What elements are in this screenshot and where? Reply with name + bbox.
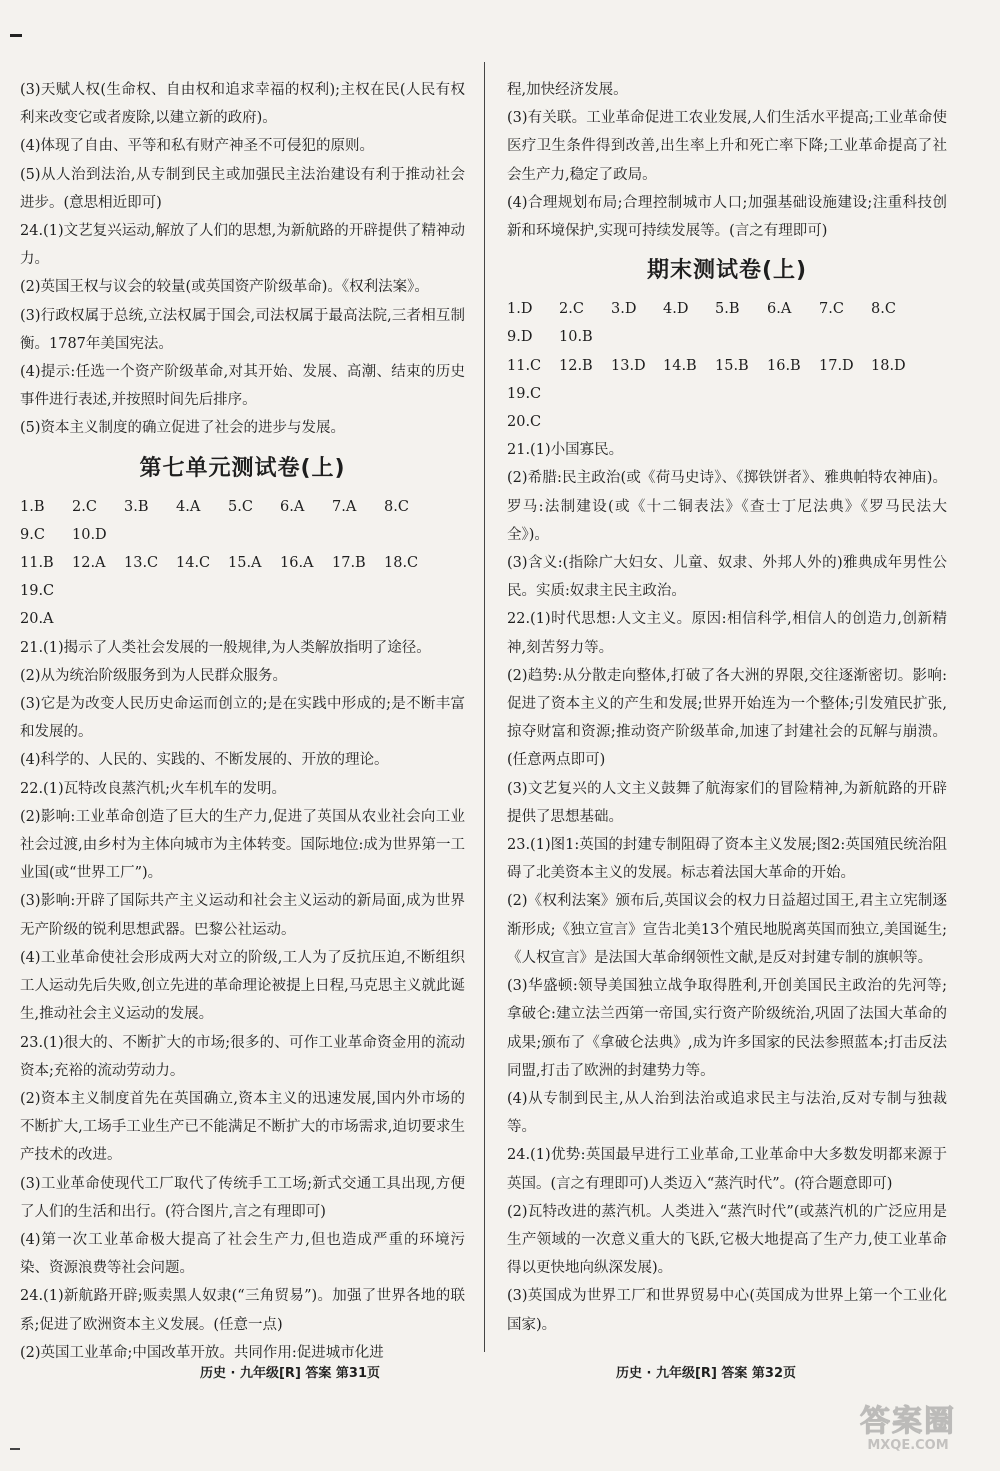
mc-answer: 6.A	[767, 301, 792, 318]
left-answers-bottom	[20, 634, 465, 1367]
mc-answer: 20.C	[507, 414, 542, 431]
mc-answer: 2.C	[72, 498, 97, 515]
answer-paragraph: (3)华盛顿:领导美国独立战争取得胜利,开创美国民主政治的先河等;拿破仑:建立法兰西第一帝国,实行资产阶级统治,巩固了法国大革命的成果;颁布了《拿破仑法典》,成为许多国家的民法参照蓝本;打击反法同盟,打击了欧洲的封建势力等。	[507, 978, 947, 1079]
answer-paragraph: (2)趋势:从分散走向整体,打破了各大洲的界限,交往逐渐密切。影响:促进了资本主义的产生和发展;世界开始连为一个整体;引发殖民扩张,掠夺财富和资源;推动资产阶级革命,加速了封建社会的瓦解与崩溃。(任意两点即可)	[507, 667, 947, 769]
mc-row	[20, 493, 465, 549]
page-footer-left: 历史 · 九年级[R] 答案 第31页	[200, 1366, 381, 1381]
crop-mark-bottom	[10, 1448, 20, 1450]
answer-paragraph: 23.(1)图1:英国的封建专制阻碍了资本主义发展;图2:英国殖民统治阻碍了北美资本主义的发展。标志着法国大革命的开始。	[507, 837, 947, 882]
mc-answer: 17.B	[332, 555, 366, 572]
answer-paragraph: (3)行政权属于总统,立法权属于国会,司法权属于最高法院,三者相互制衡。1787年美国宪法。	[20, 307, 465, 352]
mc-answer: 19.C	[507, 385, 542, 402]
answer-paragraph: (4)体现了自由、平等和私有财产神圣不可侵犯的原则。	[20, 138, 375, 155]
mc-row	[20, 549, 465, 605]
right-column	[507, 76, 947, 1339]
answer-paragraph: (4)提示:任选一个资产阶级革命,对其开始、发展、高潮、结束的历史事件进行表述,并按照时间先后排序。	[20, 364, 465, 409]
answer-paragraph: (2)希腊:民主政治(或《荷马史诗》、《掷铁饼者》、雅典帕特农神庙)。罗马:法制建设(或《十二铜表法》《查士丁尼法典》《罗马民法大全》)。	[507, 470, 947, 543]
mc-row	[507, 408, 947, 436]
multiple-choice-answers	[20, 493, 465, 634]
answer-paragraph: (3)含义:(指除广大妇女、儿童、奴隶、外邦人外的)雅典成年男性公民。实质:奴隶主民主政治。	[507, 555, 947, 600]
mc-answer: 12.A	[72, 555, 106, 572]
answer-paragraph: (2)从为统治阶级服务到为人民群众服务。	[20, 667, 288, 684]
answer-paragraph: (2)影响:工业革命创造了巨大的生产力,促进了英国从农业社会向工业社会过渡,由乡村为主体向城市为主体转变。国际地位:成为世界第一工业国(或“世界工厂”)。	[20, 808, 465, 882]
column-divider	[484, 62, 485, 1352]
left-answers-top	[20, 76, 465, 443]
answer-paragraph: (2)英国工业革命;中国改革开放。共同作用:促进城市化进	[20, 1344, 384, 1361]
answer-paragraph: (4)合理规划布局;合理控制城市人口;加强基础设施建设;注重科技创新和环境保护,实现可持续发展等。(言之有理即可)	[507, 194, 947, 240]
answer-paragraph: (2)瓦特改进的蒸汽机。人类进入“蒸汽时代”(或蒸汽机的广泛应用是生产领域的一次意义重大的飞跃,它极大地提高了生产力,使工业革命得以更快地向纵深发展)。	[507, 1203, 947, 1277]
multiple-choice-answers	[507, 295, 947, 436]
answer-paragraph: 程,加快经济发展。	[507, 82, 628, 98]
mc-answer: 8.C	[384, 498, 409, 515]
answer-paragraph: (5)从人治到法治,从专制到民主或加强民主法治建设有利于推动社会进步。(意思相近即可)	[20, 166, 465, 211]
mc-answer: 13.D	[611, 357, 646, 374]
section-title: 期末测试卷(上)	[646, 258, 808, 284]
mc-answer: 12.B	[559, 357, 593, 374]
mc-row	[507, 295, 947, 351]
mc-answer: 1.B	[20, 498, 45, 515]
left-column	[20, 76, 465, 1367]
answer-paragraph: (4)工业革命使社会形成两大对立的阶级,工人为了反抗压迫,不断组织工人运动先后失败,创立先进的革命理论被提上日程,马克思主义就此诞生,推动社会主义运动的发展。	[20, 949, 465, 1023]
page-footer-right: 历史 · 九年级[R] 答案 第32页	[616, 1366, 797, 1381]
answer-paragraph: 21.(1)揭示了人类社会发展的一般规律,为人类解放指明了途径。	[20, 639, 431, 656]
mc-answer: 11.B	[20, 555, 54, 572]
mc-answer: 11.C	[507, 357, 542, 374]
mc-answer: 15.B	[715, 357, 749, 374]
section-title: 第七单元测试卷(上)	[139, 455, 346, 481]
mc-answer: 15.A	[228, 555, 262, 572]
mc-row	[20, 605, 465, 633]
mc-answer: 4.A	[176, 498, 201, 515]
mc-answer: 18.D	[871, 357, 906, 374]
watermark	[838, 1400, 978, 1458]
answer-paragraph: (2)资本主义制度首先在英国确立,资本主义的迅速发展,国内外市场的不断扩大,工场手工业生产已不能满足不断扩大的市场需求,迫切要求生产技术的改进。	[20, 1090, 465, 1164]
mc-answer: 19.C	[20, 583, 55, 600]
answer-paragraph: (3)天赋人权(生命权、自由权和追求幸福的权利);主权在民(人民有权利来改变它或者废除,以建立新的政府)。	[20, 82, 465, 127]
mc-answer: 14.C	[176, 555, 211, 572]
mc-answer: 4.D	[663, 301, 689, 318]
mc-answer: 10.D	[72, 526, 107, 543]
mc-answer: 6.A	[280, 498, 305, 515]
watermark-logo: 答案圈	[860, 1403, 956, 1439]
crop-mark-top	[10, 34, 22, 37]
answer-paragraph: 24.(1)文艺复兴运动,解放了人们的思想,为新航路的开辟提供了精神动力。	[20, 223, 465, 268]
mc-answer: 7.C	[819, 301, 844, 318]
mc-answer: 7.A	[332, 498, 357, 515]
mc-row	[507, 352, 947, 408]
answer-paragraph: 23.(1)很大的、不断扩大的市场;很多的、可作工业革命资金用的流动资本;充裕的流动劳动力。	[20, 1034, 465, 1079]
answer-paragraph: (4)第一次工业革命极大提高了社会生产力,但也造成严重的环境污染、资源浪费等社会问题。	[20, 1231, 465, 1277]
answer-paragraph: (3)文艺复兴的人文主义鼓舞了航海家们的冒险精神,为新航路的开辟提供了思想基础。	[507, 780, 947, 825]
mc-answer: 2.C	[559, 301, 584, 318]
answer-paragraph: (2)《权利法案》颁布后,英国议会的权力日益超过国王,君主立宪制逐渐形成;《独立宣言》宣告北美13个殖民地脱离英国而独立,美国诞生;《人权宣言》是法国大革命纲领性文献,是反对封建专制的旗帜等。	[507, 893, 947, 966]
mc-answer: 3.D	[611, 301, 637, 318]
right-answers-top	[507, 76, 947, 245]
mc-answer: 20.A	[20, 611, 54, 628]
mc-answer: 14.B	[663, 357, 697, 374]
mc-answer: 16.B	[767, 357, 801, 374]
mc-answer: 1.D	[507, 301, 533, 318]
watermark-url: MXQE.COM	[867, 1437, 949, 1453]
mc-answer: 16.A	[280, 555, 314, 572]
answer-paragraph: (3)有关联。工业革命促进工农业发展,人们生活水平提高;工业革命使医疗卫生条件得到改善,出生率上升和死亡率下降;工业革命提高了社会生产力,稳定了政局。	[507, 110, 947, 183]
answer-paragraph: (4)科学的、人民的、实践的、不断发展的、开放的理论。	[20, 752, 389, 769]
mc-answer: 10.B	[559, 329, 593, 346]
answer-paragraph: (3)英国成为世界工厂和世界贸易中心(英国成为世界上第一个工业化国家)。	[507, 1288, 947, 1333]
answer-paragraph: (3)工业革命使现代工厂取代了传统手工工场;新式交通工具出现,方便了人们的生活和出行。(符合图片,言之有理即可)	[20, 1175, 465, 1220]
mc-answer: 9.C	[20, 526, 45, 543]
answer-paragraph: 21.(1)小国寡民。	[507, 442, 624, 459]
answer-paragraph: 24.(1)新航路开辟;贩卖黑人奴隶(“三角贸易”)。加强了世界各地的联系;促进了欧洲资本主义发展。(任意一点)	[20, 1288, 465, 1333]
answer-paragraph: (3)影响:开辟了国际共产主义运动和社会主义运动的新局面,成为世界无产阶级的锐利思想武器。巴黎公社运动。	[20, 893, 465, 938]
answer-paragraph: 24.(1)优势:英国最早进行工业革命,工业革命中大多数发明都来源于英国。(言之有理即可)人类迈入“蒸汽时代”。(符合题意即可)	[507, 1147, 947, 1192]
mc-answer: 13.C	[124, 555, 159, 572]
mc-answer: 18.C	[384, 555, 419, 572]
mc-answer: 8.C	[871, 301, 896, 318]
mc-answer: 5.C	[228, 498, 253, 515]
answer-paragraph: (4)从专制到民主,从人治到法治或追求民主与法治,反对专制与独裁等。	[507, 1090, 947, 1136]
answer-paragraph: (2)英国王权与议会的较量(或英国资产阶级革命)。《权利法案》。	[20, 279, 429, 296]
mc-answer: 5.B	[715, 301, 740, 318]
answer-paragraph: (3)它是为改变人民历史命运而创立的;是在实践中形成的;是不断丰富和发展的。	[20, 696, 465, 741]
right-answers-bottom	[507, 436, 947, 1339]
mc-answer: 17.D	[819, 357, 854, 374]
mc-answer: 3.B	[124, 498, 149, 515]
mc-answer: 9.D	[507, 329, 533, 346]
answer-paragraph: 22.(1)时代思想:人文主义。原因:相信科学,相信人的创造力,创新精神,刻苦努力等。	[507, 611, 947, 656]
answer-paragraph: 22.(1)瓦特改良蒸汽机;火车机车的发明。	[20, 780, 286, 797]
answer-paragraph: (5)资本主义制度的确立促进了社会的进步与发展。	[20, 420, 346, 437]
